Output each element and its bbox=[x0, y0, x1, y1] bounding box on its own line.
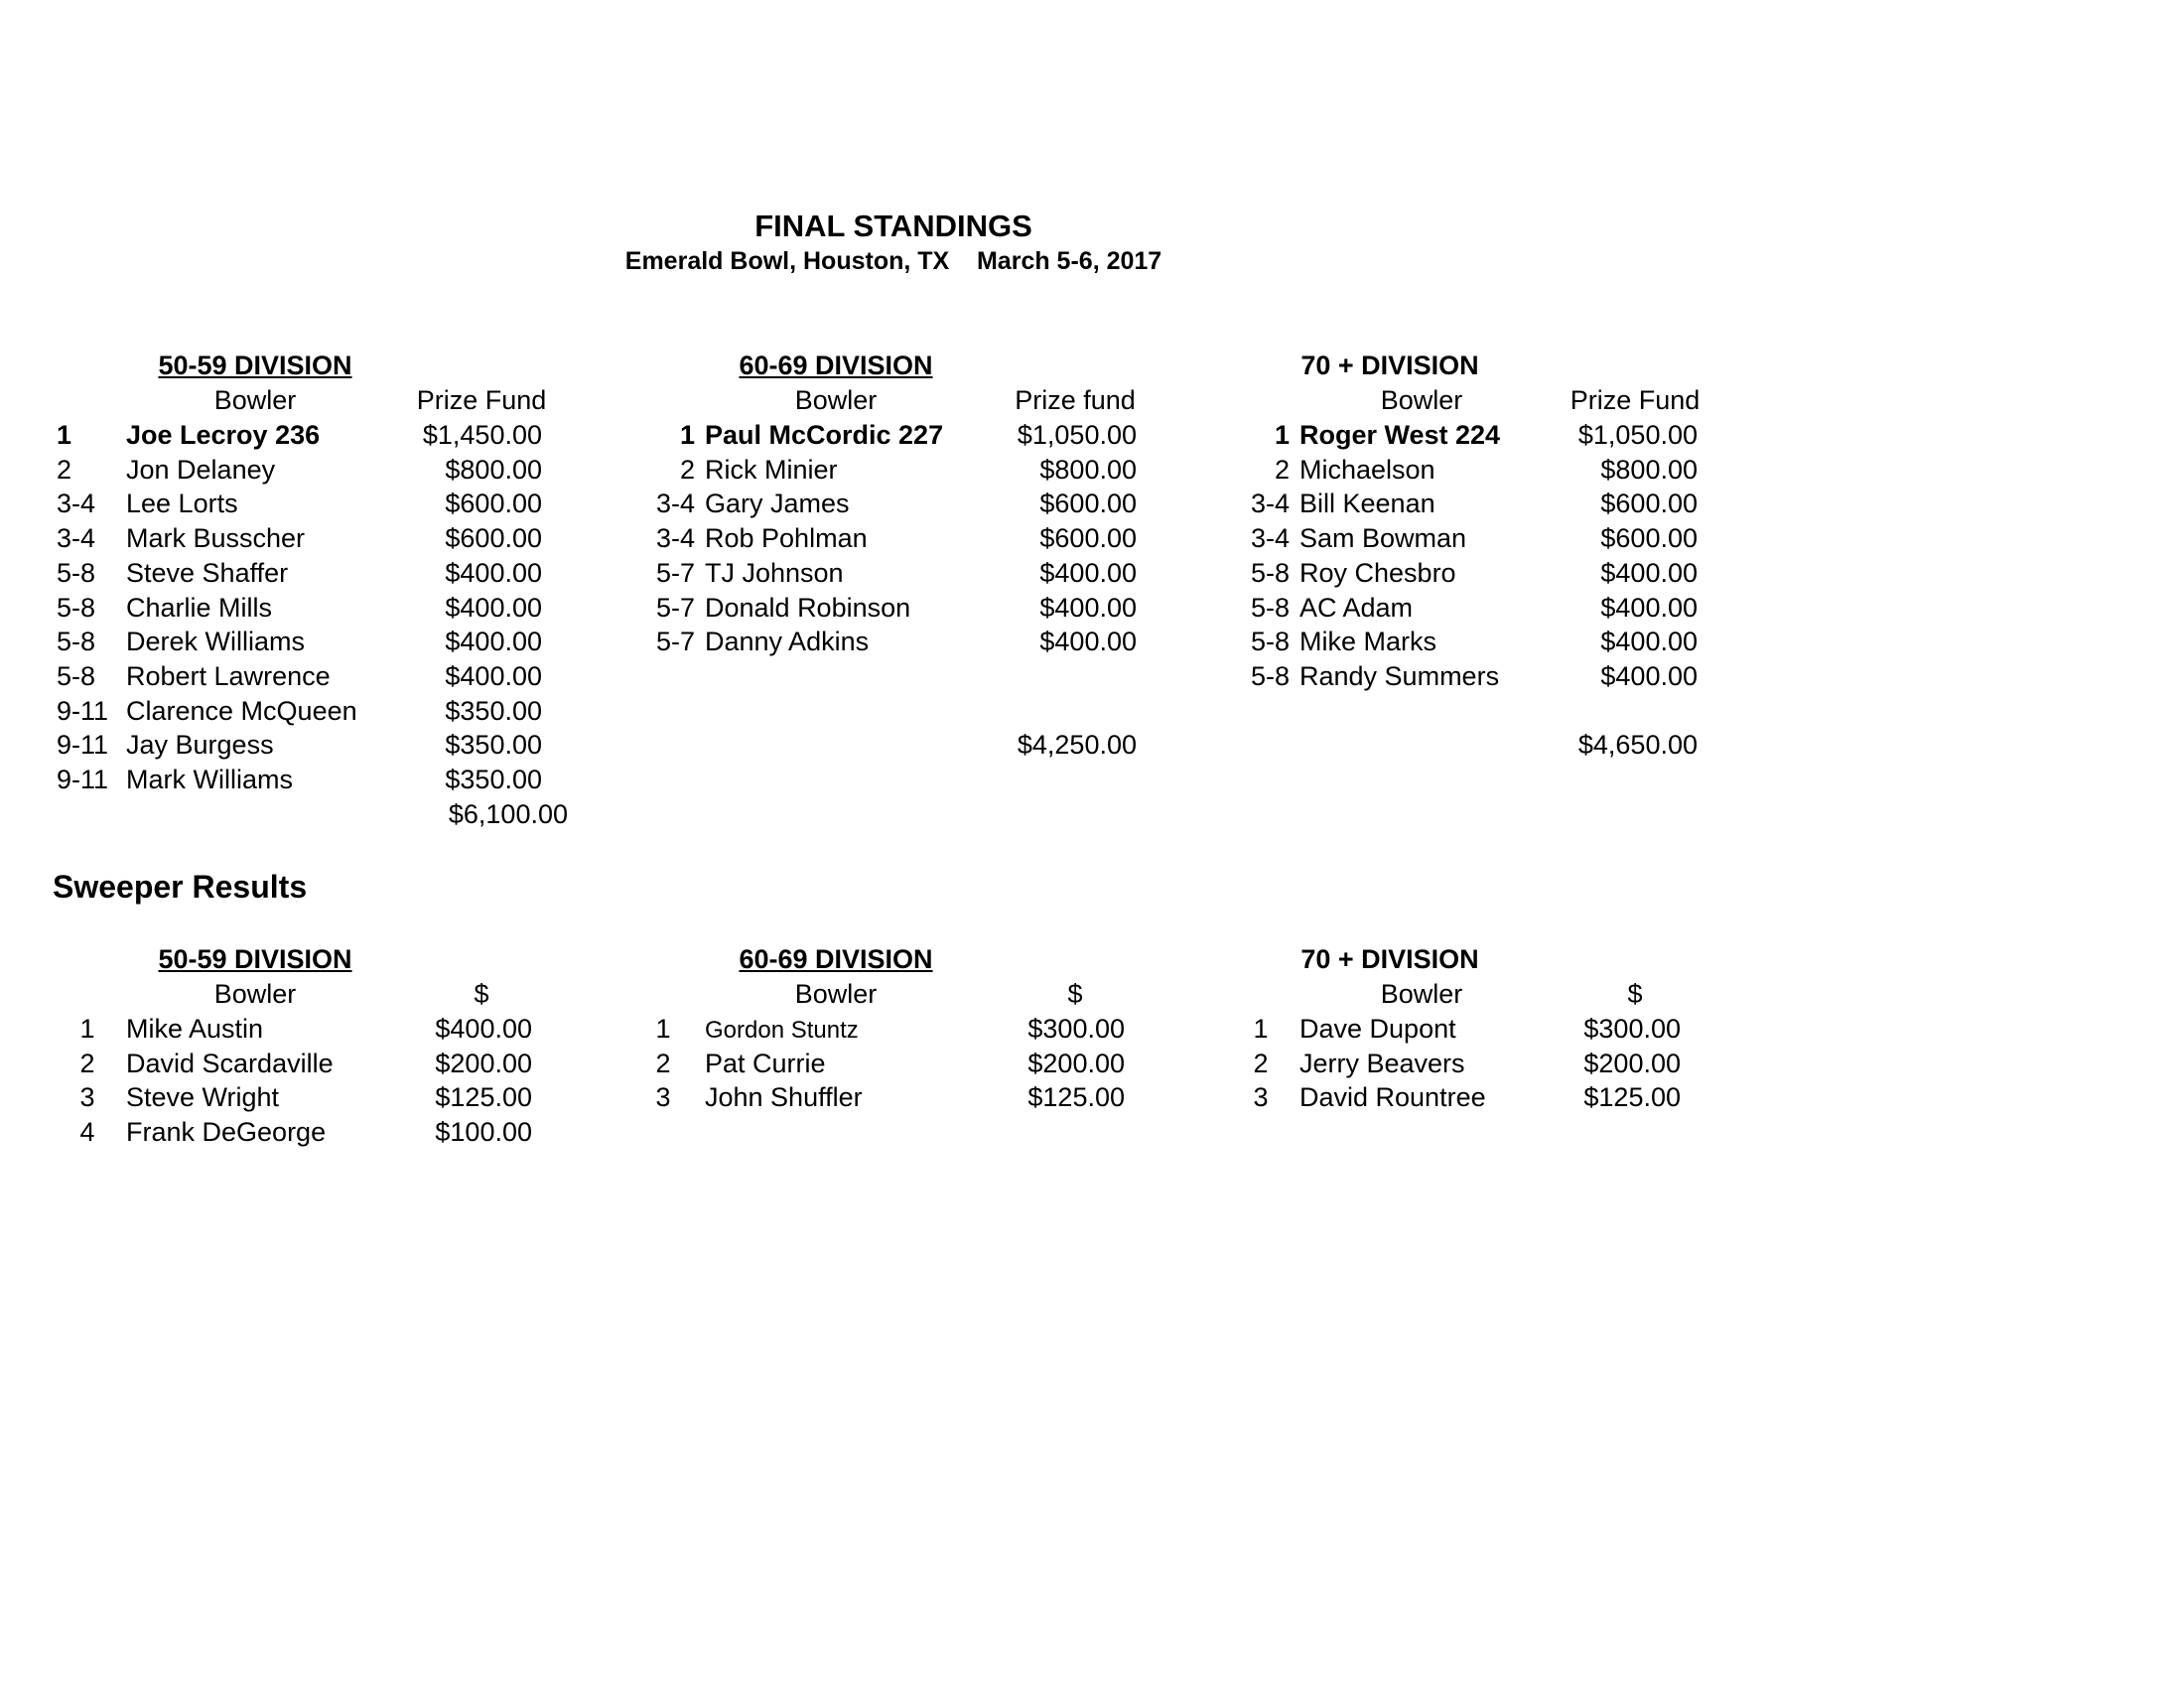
sweeper-row-place: 2 bbox=[1253, 1048, 1269, 1078]
sweeper-row-amount: $300.00 bbox=[1027, 1014, 1125, 1044]
row-place: 9-11 bbox=[57, 730, 109, 761]
sweeper-row-place: 1 bbox=[79, 1014, 95, 1044]
row-bowler-name: Mark Busscher bbox=[126, 523, 306, 554]
row-bowler-name: Rick Minier bbox=[705, 454, 838, 485]
row-place: 2 bbox=[1274, 454, 1290, 485]
row-prize: $800.00 bbox=[1039, 454, 1137, 485]
row-bowler-name: Michaelson bbox=[1299, 454, 1435, 485]
sweeper-row-bowler-name: Frank DeGeorge bbox=[126, 1117, 327, 1148]
row-place: 2 bbox=[679, 454, 695, 485]
sweeper-row-bowler-name: David Scardaville bbox=[126, 1048, 334, 1078]
sweeper-row-place: 2 bbox=[655, 1048, 671, 1078]
row-bowler-name: Clarence McQueen bbox=[126, 695, 357, 726]
row-bowler-name: Steve Shaffer bbox=[126, 557, 289, 588]
sweeper-row-bowler-name: Gordon Stuntz bbox=[705, 1017, 859, 1044]
sweeper-row-bowler-name: David Rountree bbox=[1299, 1082, 1486, 1113]
row-prize: $400.00 bbox=[1600, 592, 1698, 623]
sweeper-row-place: 3 bbox=[655, 1082, 671, 1113]
row-place: 3-4 bbox=[655, 489, 695, 519]
sweeper-division-heading: 50-59 DIVISION bbox=[158, 944, 352, 974]
row-place: 5-8 bbox=[1250, 627, 1290, 657]
row-prize: $600.00 bbox=[1600, 523, 1698, 554]
column-header-bowler: Bowler bbox=[794, 385, 878, 415]
sweeper-row-place: 3 bbox=[1253, 1082, 1269, 1113]
row-bowler-name: Sam Bowman bbox=[1299, 523, 1467, 554]
event-subtitle: Emerald Bowl, Houston, TX March 5-6, 2017 bbox=[624, 247, 1162, 275]
row-prize: $400.00 bbox=[1039, 627, 1137, 657]
column-header-prize: Prize fund bbox=[1015, 385, 1136, 415]
sweeper-row-amount: $100.00 bbox=[435, 1117, 532, 1148]
sweeper-results-title: Sweeper Results bbox=[53, 869, 308, 905]
row-place: 2 bbox=[57, 454, 72, 485]
row-prize: $600.00 bbox=[445, 523, 542, 554]
row-prize: $400.00 bbox=[1039, 592, 1137, 623]
row-bowler-name: Bill Keenan bbox=[1299, 489, 1435, 519]
row-prize: $400.00 bbox=[445, 592, 542, 623]
sweeper-row-bowler-name: Dave Dupont bbox=[1299, 1014, 1456, 1044]
row-bowler-name: Joe Lecroy 236 bbox=[126, 420, 321, 450]
sweeper-row-bowler-name: Pat Currie bbox=[705, 1048, 826, 1078]
sweeper-row-amount: $400.00 bbox=[435, 1014, 532, 1044]
division-heading: 50-59 DIVISION bbox=[158, 351, 352, 380]
sweeper-row-bowler-name: Mike Austin bbox=[126, 1014, 264, 1044]
row-place: 1 bbox=[57, 420, 72, 450]
sweeper-row-amount: $125.00 bbox=[1583, 1082, 1681, 1113]
page-title: FINAL STANDINGS bbox=[754, 209, 1032, 243]
row-bowler-name: Lee Lorts bbox=[126, 489, 238, 519]
row-prize: $400.00 bbox=[1600, 557, 1698, 588]
row-place: 3-4 bbox=[57, 523, 96, 554]
row-bowler-name: TJ Johnson bbox=[705, 557, 844, 588]
row-prize: $600.00 bbox=[1039, 489, 1137, 519]
row-place: 5-7 bbox=[655, 592, 695, 623]
sweeper-row-amount: $125.00 bbox=[1027, 1082, 1125, 1113]
row-bowler-name: Randy Summers bbox=[1299, 660, 1500, 691]
row-bowler-name: Jay Burgess bbox=[126, 730, 274, 761]
row-place: 9-11 bbox=[57, 765, 109, 794]
row-place: 5-8 bbox=[1250, 557, 1290, 588]
division-total: $4,650.00 bbox=[1577, 730, 1698, 761]
row-place: 5-8 bbox=[57, 627, 96, 657]
column-header-bowler: Bowler bbox=[213, 385, 297, 415]
row-place: 1 bbox=[1274, 420, 1290, 450]
column-header-prize: Prize Fund bbox=[1570, 385, 1701, 415]
row-prize: $350.00 bbox=[445, 765, 542, 794]
sweeper-column-header-bowler: Bowler bbox=[1380, 979, 1463, 1009]
division-heading: 60-69 DIVISION bbox=[739, 351, 933, 380]
row-prize: $800.00 bbox=[445, 454, 542, 485]
row-place: 1 bbox=[679, 420, 695, 450]
sweeper-division-heading: 70 + DIVISION bbox=[1300, 944, 1479, 974]
sweeper-column-header-amount: $ bbox=[1627, 979, 1643, 1009]
row-bowler-name: Charlie Mills bbox=[126, 592, 273, 623]
row-prize: $600.00 bbox=[445, 489, 542, 519]
sweeper-row-bowler-name: Steve Wright bbox=[126, 1082, 280, 1113]
row-prize: $400.00 bbox=[445, 660, 542, 691]
sweeper-row-place: 1 bbox=[655, 1014, 671, 1044]
row-bowler-name: Mike Marks bbox=[1299, 627, 1437, 657]
row-bowler-name: Rob Pohlman bbox=[705, 523, 868, 554]
row-place: 5-8 bbox=[1250, 592, 1290, 623]
row-prize: $350.00 bbox=[445, 695, 542, 726]
row-place: 5-8 bbox=[57, 557, 96, 588]
row-bowler-name: Danny Adkins bbox=[705, 627, 870, 657]
sweeper-column-header-amount: $ bbox=[1067, 979, 1083, 1009]
row-bowler-name: Mark Williams bbox=[126, 765, 293, 794]
row-prize: $400.00 bbox=[445, 557, 542, 588]
sweeper-row-amount: $200.00 bbox=[1583, 1048, 1681, 1078]
row-bowler-name: Derek Williams bbox=[126, 627, 306, 657]
sweeper-row-amount: $125.00 bbox=[435, 1082, 532, 1113]
sweeper-row-place: 4 bbox=[79, 1117, 95, 1148]
row-prize: $1,050.00 bbox=[1017, 420, 1137, 450]
row-prize: $1,450.00 bbox=[422, 420, 542, 450]
row-place: 5-8 bbox=[57, 592, 96, 623]
sweeper-row-amount: $300.00 bbox=[1583, 1014, 1681, 1044]
sweeper-division-heading: 60-69 DIVISION bbox=[739, 944, 933, 974]
row-prize: $400.00 bbox=[1600, 627, 1698, 657]
row-bowler-name: Roger West 224 bbox=[1299, 420, 1501, 450]
sweeper-row-amount: $200.00 bbox=[435, 1048, 532, 1078]
row-bowler-name: Robert Lawrence bbox=[126, 660, 331, 691]
sweeper-row-bowler-name: Jerry Beavers bbox=[1299, 1048, 1465, 1078]
row-prize: $600.00 bbox=[1600, 489, 1698, 519]
row-place: 3-4 bbox=[57, 489, 96, 519]
row-bowler-name: Donald Robinson bbox=[705, 592, 911, 623]
row-prize: $400.00 bbox=[1600, 660, 1698, 691]
row-place: 5-7 bbox=[655, 557, 695, 588]
sweeper-column-header-bowler: Bowler bbox=[213, 979, 297, 1009]
row-bowler-name: Jon Delaney bbox=[126, 454, 276, 485]
division-total: $6,100.00 bbox=[448, 798, 568, 829]
row-place: 5-7 bbox=[655, 627, 695, 657]
row-bowler-name: Roy Chesbro bbox=[1299, 557, 1456, 588]
row-place: 3-4 bbox=[1250, 523, 1290, 554]
sweeper-row-place: 1 bbox=[1253, 1014, 1269, 1044]
column-header-prize: Prize Fund bbox=[416, 385, 547, 415]
sweeper-column-header-bowler: Bowler bbox=[794, 979, 878, 1009]
row-prize: $1,050.00 bbox=[1577, 420, 1698, 450]
row-prize: $800.00 bbox=[1600, 454, 1698, 485]
sweeper-row-bowler-name: John Shuffler bbox=[705, 1082, 863, 1113]
row-prize: $400.00 bbox=[445, 627, 542, 657]
row-place: 5-8 bbox=[1250, 660, 1290, 691]
row-bowler-name: Paul McCordic 227 bbox=[705, 420, 944, 450]
sweeper-row-place: 2 bbox=[79, 1048, 95, 1078]
division-total: $4,250.00 bbox=[1017, 730, 1137, 761]
sweeper-column-header-amount: $ bbox=[474, 979, 489, 1009]
division-heading: 70 + DIVISION bbox=[1300, 351, 1479, 380]
row-place: 5-8 bbox=[57, 660, 96, 691]
row-bowler-name: AC Adam bbox=[1299, 592, 1414, 623]
sweeper-row-place: 3 bbox=[79, 1082, 95, 1113]
sweeper-row-amount: $200.00 bbox=[1027, 1048, 1125, 1078]
column-header-bowler: Bowler bbox=[1380, 385, 1463, 415]
row-bowler-name: Gary James bbox=[705, 489, 850, 519]
row-place: 3-4 bbox=[1250, 489, 1290, 519]
row-place: 9-11 bbox=[57, 695, 109, 726]
row-place: 3-4 bbox=[655, 523, 695, 554]
row-prize: $400.00 bbox=[1039, 557, 1137, 588]
row-prize: $350.00 bbox=[445, 730, 542, 761]
row-prize: $600.00 bbox=[1039, 523, 1137, 554]
